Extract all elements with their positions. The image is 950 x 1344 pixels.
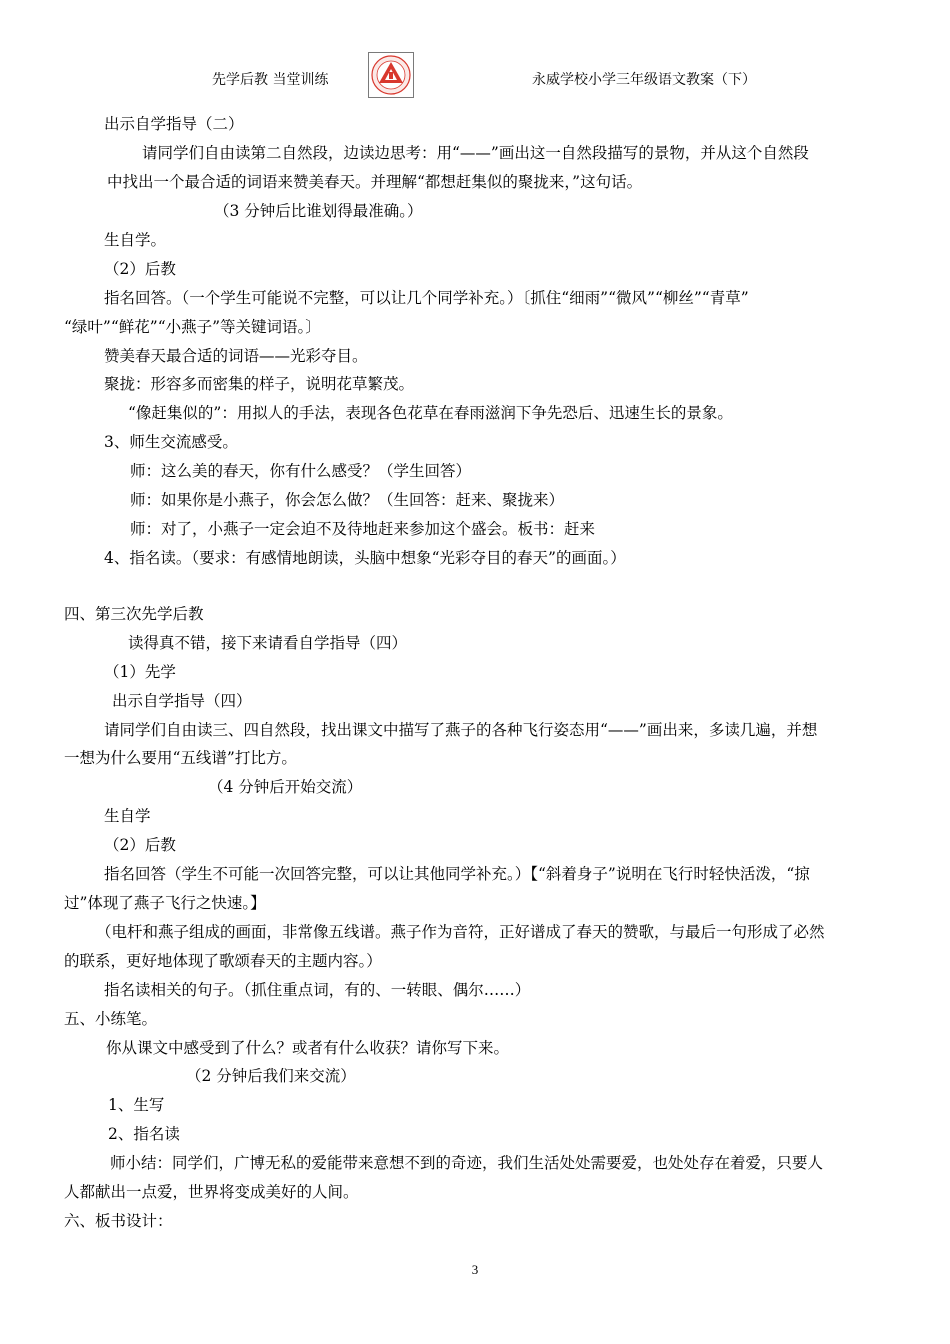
text-line: 过”体现了燕子飞行之快速。】 bbox=[64, 894, 266, 912]
text-line: 一想为什么要用“五线谱”打比方。 bbox=[64, 749, 297, 767]
text-line: 读得真不错，接下来请看自学指导（四） bbox=[128, 634, 408, 652]
text-line: 你从课文中感受到了什么？或者有什么收获？请你写下来。 bbox=[106, 1039, 510, 1057]
page-number: 3 bbox=[471, 1262, 479, 1277]
text-line: 赞美春天最合适的词语——光彩夺目。 bbox=[104, 347, 368, 365]
text-line: 3、师生交流感受。 bbox=[104, 433, 238, 451]
text-line: 出示自学指导（四） bbox=[112, 692, 252, 710]
text-line: 师：对了，小燕子一定会迫不及待地赶来参加这个盛会。板书：赶来 bbox=[130, 520, 596, 538]
text-line: 人都献出一点爱，世界将变成美好的人间。 bbox=[64, 1183, 359, 1201]
school-logo-icon bbox=[368, 52, 414, 98]
header-left-text: 先学后教 当堂训练 bbox=[212, 72, 329, 88]
text-line: “绿叶”“鲜花”“小燕子”等关键词语。〕 bbox=[64, 318, 321, 336]
text-line: “像赶集似的”：用拟人的手法，表现各色花草在春雨滋润下争先恐后、迅速生长的景象。 bbox=[128, 404, 733, 422]
text-line: 师：这么美的春天，你有什么感受？（学生回答） bbox=[130, 462, 472, 480]
text-line: 4、指名读。（要求：有感情地朗读，头脑中想象“光彩夺目的春天”的画面。） bbox=[104, 549, 626, 567]
text-line: （2 分钟后我们来交流） bbox=[186, 1067, 356, 1085]
section-heading: 四、第三次先学后教 bbox=[64, 605, 204, 623]
text-line: 请同学们自由读第二自然段，边读边思考：用“——”画出这一自然段描写的景物，并从这个自然段 bbox=[142, 144, 809, 162]
text-line: 生自学 bbox=[104, 807, 151, 825]
text-line: 师小结：同学们，广博无私的爱能带来意想不到的奇迹，我们生活处处需要爱，也处处存在着爱，只要人 bbox=[110, 1154, 824, 1172]
header-right-text: 永威学校小学三年级语文教案（下） bbox=[532, 72, 756, 88]
text-line: 的联系，更好地体现了歌颂春天的主题内容。） bbox=[64, 952, 382, 970]
text-line: 1、生写 bbox=[108, 1096, 165, 1114]
text-line: 中找出一个最合适的词语来赞美春天。并理解“都想赶集似的聚拢来，”这句话。 bbox=[107, 173, 643, 191]
text-line: 请同学们自由读三、四自然段，找出课文中描写了燕子的各种飞行姿态用“——”画出来，多读几遍，并想 bbox=[104, 721, 818, 739]
text-line: 2、指名读 bbox=[108, 1125, 180, 1143]
text-line: 出示自学指导（二） bbox=[104, 115, 244, 133]
text-line: 指名回答。（一个学生可能说不完整，可以让几个同学补充。）〔抓住“细雨”“微风”“柳丝”“青草” bbox=[104, 289, 749, 307]
text-line: 指名读相关的句子。（抓住重点词，有的、一转眼、偶尔……） bbox=[104, 981, 531, 999]
text-line: （3 分钟后比谁划得最准确。） bbox=[214, 202, 423, 220]
text-line: 生自学。 bbox=[104, 231, 167, 249]
text-line: （4 分钟后开始交流） bbox=[208, 778, 363, 796]
text-line: （2）后教 bbox=[104, 260, 176, 278]
section-heading: 五、小练笔。 bbox=[64, 1010, 158, 1028]
text-line: （1）先学 bbox=[104, 663, 176, 681]
text-line: （2）后教 bbox=[104, 836, 176, 854]
text-line: 聚拢：形容多而密集的样子，说明花草繁茂。 bbox=[104, 375, 415, 393]
section-heading: 六、板书设计： bbox=[64, 1212, 173, 1230]
text-line: 师：如果你是小燕子，你会怎么做？（生回答：赶来、聚拢来） bbox=[130, 491, 565, 509]
text-line: 指名回答（学生不可能一次回答完整，可以让其他同学补充。）【“斜着身子”说明在飞行时轻快活泼，“掠 bbox=[104, 865, 810, 883]
text-line: （电杆和燕子组成的画面，非常像五线谱。燕子作为音符，正好谱成了春天的赞歌，与最后一句形成了必然 bbox=[96, 923, 825, 941]
